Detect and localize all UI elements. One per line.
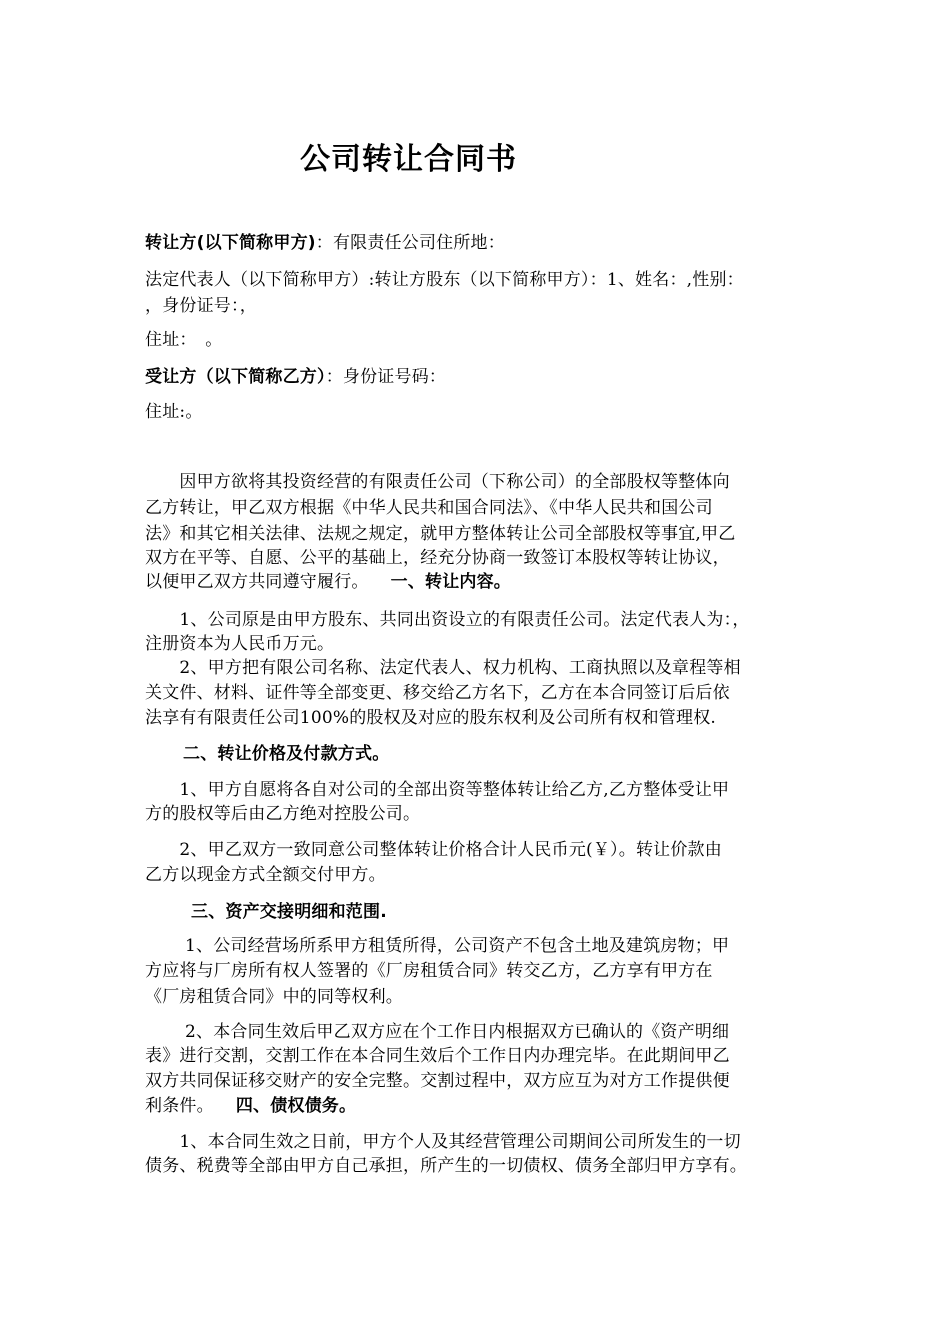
legal-rep-line-1: 法定代表人（以下简称甲方）:转让方股东（以下简称甲方）：1、姓名：,性别： [145, 270, 744, 290]
preamble-last-text: 以便甲乙双方共同遵守履行。 [145, 572, 369, 592]
transferor-label: 转让方(以下简称甲方) [145, 233, 316, 253]
transferee-text: ：身份证号码： [325, 367, 447, 387]
s3-item2-line: 表》进行交割，交割工作在本合同生效后个工作日内办理完毕。在此期间甲乙 [145, 1046, 730, 1066]
s1-item1-line: 注册资本为人民币万元。 [145, 634, 335, 654]
s2-item2-line: 2、甲乙双方一致同意公司整体转让价格合计人民币元(￥）。转让价款由 [145, 840, 722, 860]
s4-item1-line: 1、本合同生效之日前，甲方个人及其经营管理公司期间公司所发生的一切 [145, 1132, 741, 1152]
preamble-last-line [145, 570, 511, 594]
section-2-heading: 二、转让价格及付款方式。 [183, 744, 390, 764]
s3-item2-last-line [145, 1094, 356, 1118]
s3-item2-line: 双方共同保证移交财产的安全完整。交割过程中，双方应互为对方工作提供便 [145, 1071, 730, 1091]
address-a: 住址： 。 [145, 330, 223, 350]
s2-item1-line: 1、甲方自愿将各自对公司的全部出资等整体转让给乙方,乙方整体受让甲 [145, 780, 730, 800]
s1-item2-line: 关文件、材料、证件等全部变更、移交给乙方名下，乙方在本合同签订后后依 [145, 683, 730, 703]
legal-rep-line-2: ，身份证号：， [145, 296, 257, 316]
transferor-line [145, 231, 505, 255]
document-title: 公司转让合同书 [300, 142, 517, 177]
section-4-heading: 四、债权债务。 [235, 1096, 357, 1116]
s4-item1-line: 债务、税费等全部由甲方自己承担，所产生的一切债权、债务全部归甲方享有。 [145, 1156, 747, 1176]
s3-item1-line: 《厂房租赁合同》中的同等权利。 [145, 987, 403, 1007]
s1-item1-line: 1、公司原是由甲方股东、共同出资设立的有限责任公司。法定代表人为：， [145, 610, 750, 630]
preamble-line: 因甲方欲将其投资经营的有限责任公司（下称公司）的全部股权等整体向 [145, 472, 730, 492]
s3-item2-last-text: 利条件。 [145, 1096, 214, 1116]
preamble-line: 双方在平等、自愿、公平的基础上，经充分协商一致签订本股权等转让协议， [145, 548, 730, 568]
transferor-text: ：有限责任公司住所地： [315, 233, 505, 253]
address-b: 住址:。 [145, 402, 203, 422]
s3-item1-line: 1、公司经营场所系甲方租赁所得，公司资产不包含土地及建筑房物；甲 [145, 936, 730, 956]
s1-item2-line: 法享有有限责任公司100%的股权及对应的股东权利及公司所有权和管理权. [145, 708, 717, 728]
transferee-label: 受让方（以下简称乙方） [145, 367, 326, 387]
transferee-line [145, 365, 446, 389]
s3-item1-line: 方应将与厂房所有权人签署的《厂房租赁合同》转交乙方，乙方享有甲方在 [145, 961, 713, 981]
s1-item2-line: 2、甲方把有限公司名称、法定代表人、权力机构、工商执照以及章程等相 [145, 658, 741, 678]
section-3-heading: 三、资产交接明细和范围. [191, 902, 387, 922]
section-1-heading: 一、转让内容。 [390, 572, 512, 592]
s2-item1-line: 方的股权等后由乙方绝对控股公司。 [145, 804, 421, 824]
s2-item2-line: 乙方以现金方式全额交付甲方。 [145, 865, 386, 885]
preamble-line: 法》和其它相关法律、法规之规定，就甲方整体转让公司全部股权等事宜,甲乙 [145, 524, 736, 544]
s3-item2-line: 2、本合同生效后甲乙双方应在个工作日内根据双方已确认的《资产明细 [145, 1022, 730, 1042]
preamble-line: 乙方转让，甲乙双方根据《中华人民共和国合同法》、《中华人民共和国公司 [145, 498, 713, 518]
